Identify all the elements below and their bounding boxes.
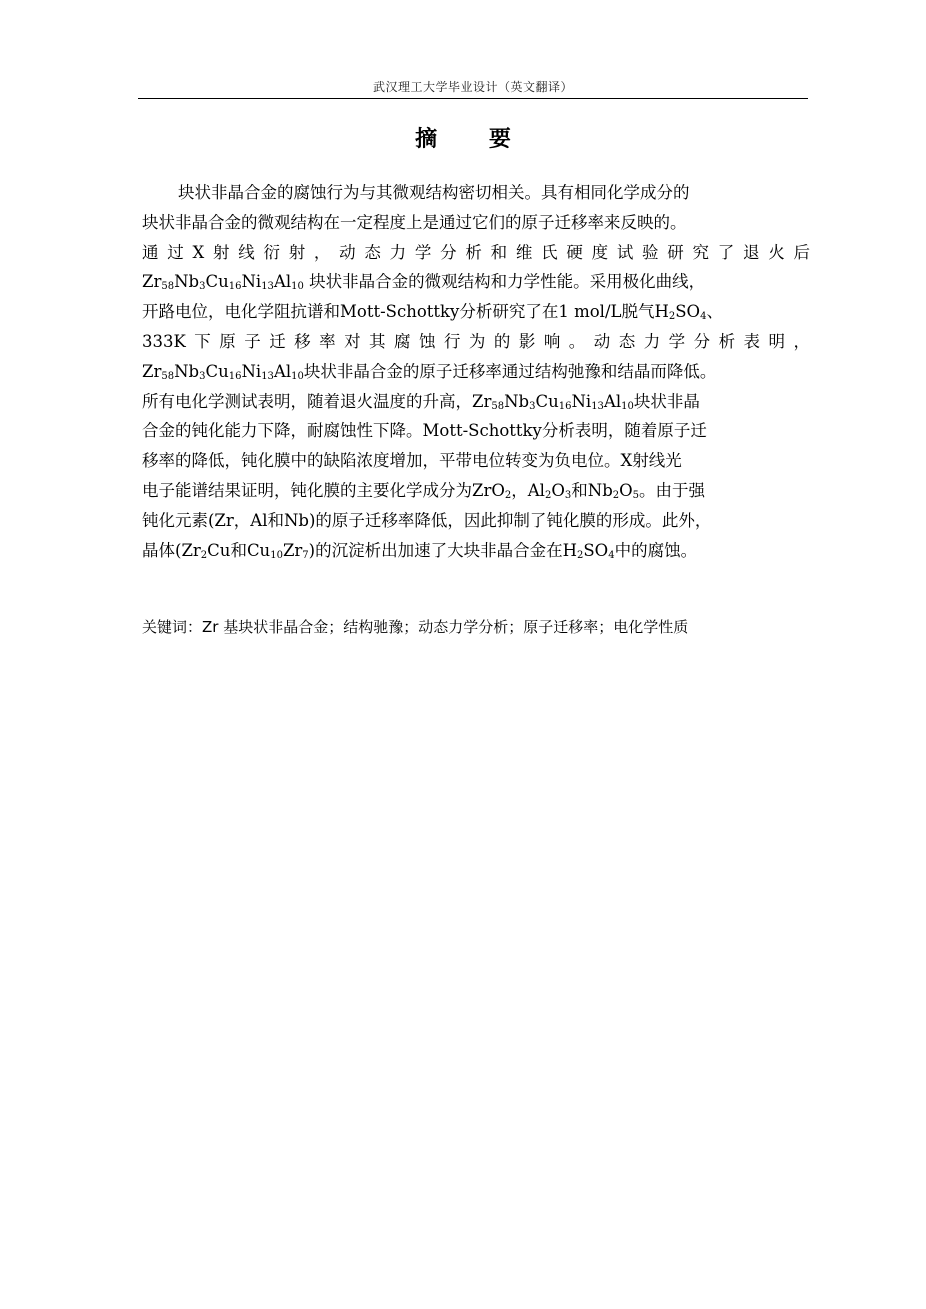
abstract-line-12: 钝化元素(Zr，Al和Nb)的原子迁移率降低，因此抑制了钝化膜的形成。此外，	[142, 510, 712, 530]
abstract-line-7: $Zr_{58}Nb_3Cu_{16}Ni_{13}Al_{10}$块状非晶合金的原子迁移率通过结构弛豫和结晶而降低。	[142, 361, 717, 382]
abstract-line-11: 电子能谱结果证明，钝化膜的主要化学成分为ZrO$_2$，$Al_2O_3$和$Nb_2O_5$。由于强	[142, 480, 706, 501]
abstract-line-13: 晶体($Zr_2Cu$和$Cu_{10}Zr_7$)的沉淀析出加速了大块非晶合金在$H_2SO_4$中的腐蚀。	[142, 540, 698, 561]
abstract-line-9: 合金的钝化能力下降，耐腐蚀性下降。Mott-Schottky分析表明，随着原子迁	[142, 421, 707, 441]
abstract-line-6: 333K下原子迁移率对其腐蚀行为的影响。动态力学分析表明，	[142, 331, 810, 351]
abstract-line-8: 所有电化学测试表明，随着退火温度的升高，$Zr_{58}Nb_3Cu_{16}Ni_{13}Al_{10}$块状非晶	[142, 391, 700, 412]
header-rule	[138, 98, 808, 99]
abstract-line-2: 块状非晶合金的微观结构在一定程度上是通过它们的原子迁移率来反映的。	[142, 212, 687, 232]
abstract-line-1: 块状非晶合金的腐蚀行为与其微观结构密切相关。具有相同化学成分的	[178, 183, 690, 202]
running-header: 武汉理工大学毕业设计（英文翻译）	[372, 80, 573, 94]
abstract-body	[142, 178, 810, 565]
abstract-line-4: $Zr_{58}Nb_3Cu_{16}Ni_{13}Al_{10}$ 块状非晶合金的微观结构和力学性能。采用极化曲线，	[142, 272, 706, 293]
abstract-line-5: 开路电位，电化学阻抗谱和Mott-Schottky分析研究了在1 mol/L脱气$H_2SO_4$、	[142, 302, 723, 323]
abstract-title: 摘 要	[415, 127, 533, 152]
keywords-line: 关键词：Zr 基块状非晶合金；结构驰豫；动态力学分析；原子迁移率；电化学性质	[142, 618, 689, 636]
abstract-line-10: 移率的降低，钝化膜中的缺陷浓度增加，平带电位转变为负电位。X射线光	[142, 451, 682, 471]
abstract-line-3: 通过X射线衍射，动态力学分析和维氏硬度试验研究了退火后	[142, 242, 810, 262]
